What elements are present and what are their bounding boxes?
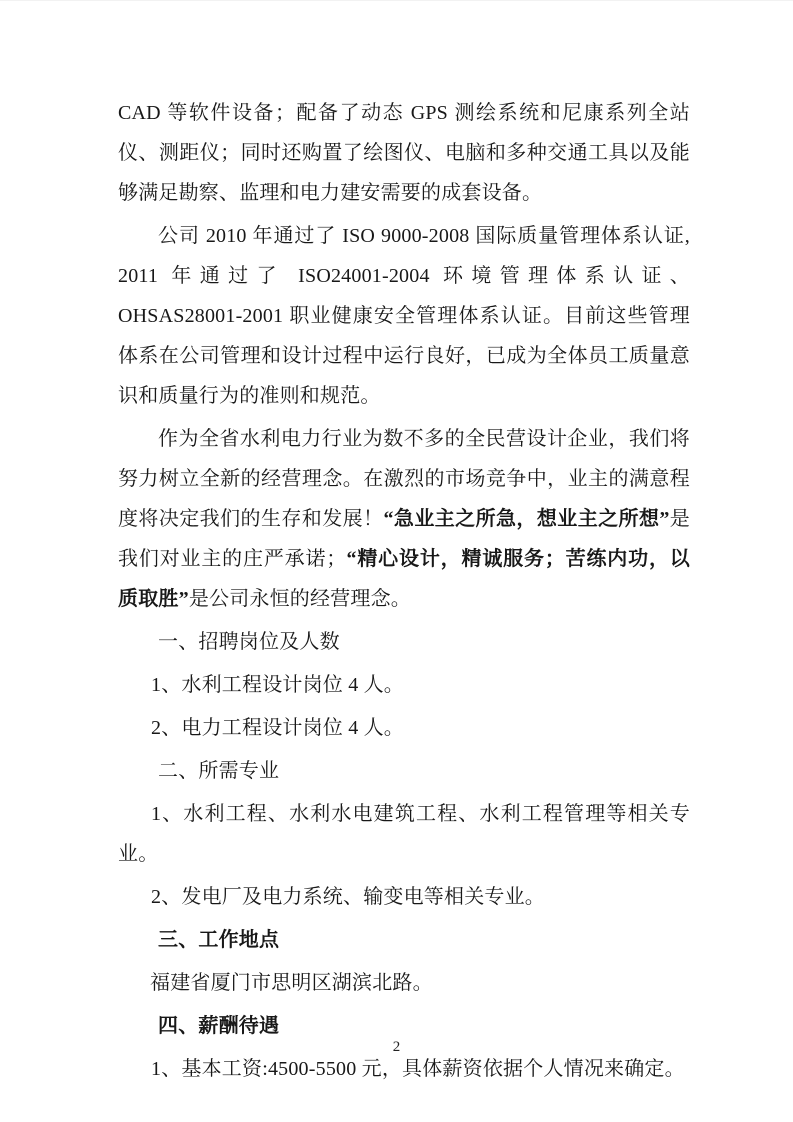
item-position-2: 2、电力工程设计岗位 4 人。 <box>151 717 404 739</box>
item-position-1: 1、水利工程设计岗位 4 人。 <box>151 674 404 696</box>
heading-majors: 二、所需专业 <box>158 760 280 782</box>
paragraph-philosophy <box>118 419 690 619</box>
paragraph-location: 福建省厦门市思明区湖滨北路。 <box>150 972 433 994</box>
document-body <box>118 93 690 1092</box>
motto-quote-1: “急业主之所急，想业主之所想” <box>383 508 670 530</box>
motto-quote-2: “精心设计，精诚服务；苦练内功，以质取胜” <box>118 548 691 610</box>
paragraph-certifications: 公司 2010 年通过了 ISO 9000-2008 国际质量管理体系认证, 2011 年通过了 ISO24001-2004 环境管理体系认证、OHSAS28001-2001 职业健康安全管理体系认证。目前这些管理体系在公司管理和设计过程中运行良好，已成为全体员工质量意识和质量行为的准则和规范。 <box>118 225 690 407</box>
text-run: 是公司永恒的经营理念。 <box>188 588 412 610</box>
item-major-1: 1、水利工程、水利水电建筑工程、水利工程管理等相关专业。 <box>118 803 690 865</box>
item-salary-1: 1、基本工资:4500-5500 元，具体薪资依据个人情况来确定。 <box>151 1058 685 1080</box>
page-number: 2 <box>392 1039 401 1055</box>
paragraph-equipment: CAD 等软件设备；配备了动态 GPS 测绘系统和尼康系列全站仪、测距仪；同时还购置了绘图仪、电脑和多种交通工具以及能够满足勘察、监理和电力建安需要的成套设备。 <box>118 102 690 204</box>
heading-positions: 一、招聘岗位及人数 <box>158 631 340 653</box>
item-major-2: 2、发电厂及电力系统、输变电等相关专业。 <box>151 886 545 908</box>
heading-salary: 四、薪酬待遇 <box>158 1015 280 1037</box>
text-run: 是我们对业主的庄严承诺； <box>118 508 690 570</box>
text-run: 作为全省水利电力行业为数不多的全民营设计企业，我们将努力树立全新的经营理念。在激烈的市场竞争中，业主的满意程度将决定我们的生存和发展！ <box>118 428 690 530</box>
heading-location: 三、工作地点 <box>158 929 280 951</box>
